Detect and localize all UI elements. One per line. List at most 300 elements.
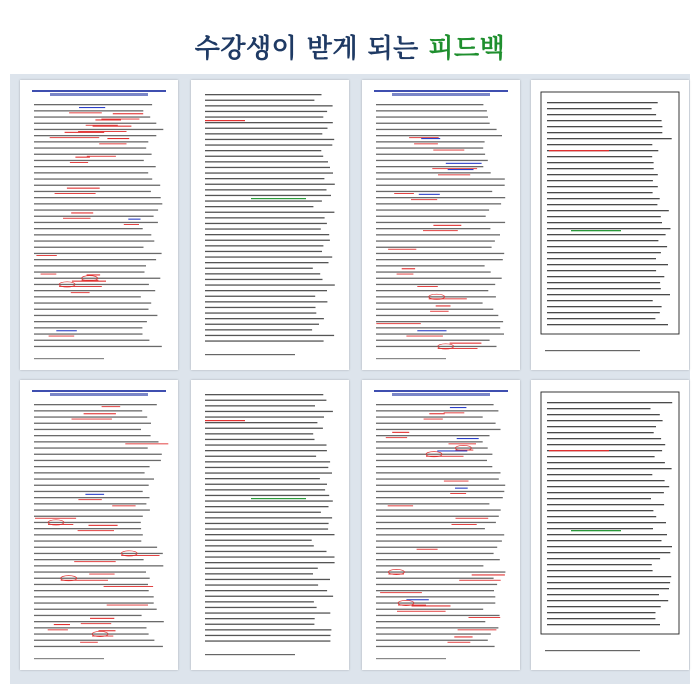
header-text-block: [392, 393, 490, 396]
text-line: [547, 618, 655, 619]
correction-note: [71, 212, 93, 213]
text-line: [205, 590, 327, 591]
text-line: [547, 468, 672, 469]
text-line: [34, 640, 154, 641]
text-line: [205, 167, 330, 168]
text-line: [205, 262, 329, 263]
text-line: [34, 346, 162, 347]
text-line: [34, 340, 149, 341]
text-line: [34, 228, 143, 229]
text-line: [376, 209, 489, 210]
text-line: [547, 228, 671, 229]
correction-note: [436, 305, 451, 306]
text-line: [547, 102, 658, 103]
text-line: [376, 321, 503, 322]
text-line: [205, 116, 323, 117]
text-line: [205, 461, 330, 462]
correction-note: [84, 413, 116, 414]
text-line: [547, 570, 653, 571]
correction-underline: [452, 524, 477, 525]
correction-note: [437, 450, 467, 451]
text-line: [34, 435, 151, 436]
text-line: [205, 523, 329, 524]
text-line: [34, 447, 148, 448]
highlight-text: [571, 230, 621, 231]
text-line: [205, 189, 327, 190]
text-line: [34, 429, 141, 430]
highlight-text: [571, 530, 621, 531]
correction-note: [93, 126, 132, 127]
text-line: [205, 184, 335, 185]
text-line: [34, 135, 156, 136]
header-text-block: [50, 93, 148, 96]
text-line: [205, 545, 314, 546]
correction-note: [65, 132, 105, 133]
correction-underline: [89, 574, 114, 575]
correction-underline: [71, 292, 90, 293]
text-line: [205, 478, 320, 479]
text-line: [547, 288, 661, 289]
text-line: [34, 178, 152, 179]
text-line: [376, 296, 496, 297]
text-line: [547, 420, 663, 421]
page-thumbnail: [191, 380, 349, 670]
text-line: [205, 128, 328, 129]
page-thumbnail: [362, 80, 520, 370]
correction-underline: [376, 323, 421, 324]
text-line: [376, 259, 503, 260]
text-line: [205, 472, 332, 473]
text-line: [34, 509, 150, 510]
correction-note: [450, 407, 467, 408]
document-page-7: [362, 380, 520, 670]
correction-underline: [48, 629, 68, 630]
text-line: [34, 602, 154, 603]
text-line: [376, 491, 504, 492]
text-line: [205, 212, 334, 213]
text-line: [34, 559, 144, 560]
header-rule: [374, 390, 508, 392]
text-line: [376, 584, 497, 585]
text-line: [376, 247, 492, 248]
correction-underline: [430, 311, 449, 312]
text-line: [547, 162, 654, 163]
text-line: [376, 135, 502, 136]
text-line: [547, 588, 669, 589]
correction-underline: [87, 156, 116, 157]
correction-underline: [444, 412, 465, 413]
text-line: [547, 210, 669, 211]
text-line: [205, 318, 324, 319]
text-line: [547, 600, 668, 601]
text-line: [205, 495, 329, 496]
correction-underline: [107, 605, 148, 606]
text-line: [376, 178, 505, 179]
text-line: [547, 312, 660, 313]
text-line: [34, 160, 144, 161]
text-line: [376, 333, 504, 334]
text-line: [376, 410, 498, 411]
text-line: [205, 456, 316, 457]
text-line: [205, 629, 331, 630]
text-line: [205, 579, 330, 580]
document-page-6: [191, 380, 349, 670]
text-line: [547, 456, 655, 457]
text-line: [34, 590, 149, 591]
text-line: [376, 116, 488, 117]
correction-note: [79, 107, 105, 108]
text-line: [547, 186, 658, 187]
text-line: [376, 203, 501, 204]
text-line: [205, 150, 321, 151]
correction-underline: [78, 499, 101, 500]
text-line: [547, 234, 666, 235]
text-line: [34, 516, 143, 517]
text-line: [205, 301, 327, 302]
text-line: [547, 138, 672, 139]
text-line: [205, 517, 332, 518]
text-line: [34, 302, 151, 303]
text-line: [547, 426, 656, 427]
text-line: [205, 156, 323, 157]
correction-underline: [99, 143, 126, 144]
footer-line: [34, 358, 104, 359]
page-thumbnail: [191, 80, 349, 370]
text-line: [376, 472, 501, 473]
correction-underline: [417, 549, 438, 550]
text-line: [547, 414, 660, 415]
text-line: [205, 607, 317, 608]
text-line: [547, 528, 653, 529]
text-line: [205, 618, 315, 619]
document-page-2: [191, 80, 349, 370]
text-line: [547, 432, 654, 433]
text-line: [205, 500, 333, 501]
text-line: [34, 646, 163, 647]
text-line: [376, 315, 498, 316]
text-line: [34, 209, 158, 210]
correction-underline: [124, 224, 139, 225]
correction-note: [90, 618, 114, 619]
correction-underline: [70, 162, 88, 163]
text-line: [34, 154, 152, 155]
text-line: [547, 582, 670, 583]
correction-note: [67, 188, 100, 189]
text-line: [205, 562, 335, 563]
text-line: [205, 105, 333, 106]
text-line: [34, 265, 146, 266]
text-line: [205, 122, 333, 123]
correction-underline: [417, 286, 438, 287]
text-line: [205, 489, 325, 490]
text-line: [34, 571, 146, 572]
highlight-text: [549, 150, 609, 151]
text-line: [547, 552, 670, 553]
text-line: [34, 553, 163, 554]
text-line: [34, 315, 157, 316]
text-line: [205, 450, 327, 451]
text-line: [376, 284, 495, 285]
answer-box: [541, 392, 679, 634]
correction-note: [417, 330, 446, 331]
page-thumbnail: [20, 380, 178, 670]
text-line: [376, 191, 492, 192]
text-line: [34, 423, 151, 424]
correction-note: [85, 494, 104, 495]
text-line: [376, 633, 491, 634]
correction-underline: [448, 642, 471, 643]
text-line: [205, 195, 331, 196]
correction-note: [429, 413, 444, 414]
correction-note: [72, 281, 106, 282]
correction-underline: [63, 218, 91, 219]
correction-underline: [49, 336, 75, 337]
text-line: [34, 627, 147, 628]
correction-note: [446, 163, 482, 164]
correction-underline: [74, 561, 116, 562]
header-rule: [32, 390, 166, 392]
text-line: [205, 245, 323, 246]
text-line: [34, 416, 147, 417]
header-text-block: [50, 393, 148, 396]
text-line: [376, 627, 498, 628]
text-line: [376, 441, 483, 442]
text-line: [205, 296, 315, 297]
correction-underline: [101, 119, 139, 120]
correction-note: [457, 438, 479, 439]
text-line: [34, 110, 143, 111]
text-line: [34, 247, 144, 248]
text-line: [34, 129, 163, 130]
text-line: [376, 578, 494, 579]
text-line: [547, 108, 652, 109]
highlight-text: [205, 120, 245, 121]
text-line: [34, 633, 149, 634]
text-line: [34, 271, 145, 272]
text-line: [376, 466, 492, 467]
correction-note: [107, 138, 129, 139]
header-rule: [32, 90, 166, 92]
footer-line: [545, 650, 640, 651]
text-line: [376, 596, 495, 597]
page-thumbnail: [362, 380, 520, 670]
text-line: [547, 120, 662, 121]
text-line: [376, 503, 489, 504]
text-line: [376, 290, 488, 291]
correction-underline: [386, 437, 407, 438]
text-line: [205, 178, 324, 179]
correction-underline: [125, 443, 168, 444]
text-line: [547, 516, 656, 517]
text-line: [376, 154, 485, 155]
text-line: [547, 576, 671, 577]
text-line: [376, 516, 499, 517]
page-thumbnail: [20, 80, 178, 370]
footer-line: [545, 350, 640, 351]
text-line: [376, 497, 503, 498]
correction-underline: [423, 230, 458, 231]
text-line: [376, 166, 483, 167]
correction-underline: [424, 419, 443, 420]
text-line: [547, 480, 665, 481]
highlight-text: [549, 450, 609, 451]
text-line: [34, 333, 143, 334]
text-line: [34, 454, 162, 455]
text-line: [376, 429, 501, 430]
text-line: [34, 147, 146, 148]
text-line: [34, 290, 155, 291]
text-line: [205, 329, 312, 330]
correction-underline: [456, 518, 489, 519]
text-line: [205, 161, 328, 162]
correction-note: [448, 169, 474, 170]
text-line: [205, 312, 316, 313]
text-line: [205, 139, 334, 140]
highlight-text: [205, 420, 245, 421]
text-line: [205, 596, 333, 597]
text-line: [205, 133, 322, 134]
text-line: [34, 309, 149, 310]
text-line: [205, 256, 332, 257]
text-line: [376, 435, 490, 436]
text-line: [376, 454, 492, 455]
correction-underline: [444, 481, 469, 482]
text-line: [205, 534, 335, 535]
text-line: [547, 594, 659, 595]
text-line: [376, 197, 505, 198]
text-line: [547, 612, 656, 613]
footer-line: [205, 654, 295, 655]
text-line: [205, 340, 324, 341]
correction-note: [89, 525, 118, 526]
footer-line: [205, 354, 295, 355]
correction-underline: [450, 493, 466, 494]
text-line: [547, 306, 662, 307]
text-line: [547, 504, 664, 505]
correction-underline: [80, 642, 98, 643]
correction-underline: [469, 617, 501, 618]
text-line: [34, 185, 160, 186]
text-line: [376, 460, 487, 461]
text-line: [205, 206, 313, 207]
correction-underline: [380, 592, 422, 593]
text-line: [547, 270, 656, 271]
text-line: [205, 400, 326, 401]
text-line: [376, 172, 491, 173]
text-line: [205, 484, 327, 485]
text-line: [205, 635, 331, 636]
correction-underline: [69, 112, 102, 113]
correction-underline: [449, 443, 477, 444]
text-line: [547, 246, 667, 247]
text-line: [34, 596, 154, 597]
text-line: [376, 253, 504, 254]
correction-note: [113, 113, 143, 114]
text-line: [34, 491, 143, 492]
correction-underline: [112, 505, 135, 506]
text-line: [205, 228, 321, 229]
text-line: [34, 578, 150, 579]
text-line: [376, 222, 505, 223]
text-line: [205, 394, 323, 395]
text-line: [205, 573, 313, 574]
text-line: [34, 478, 154, 479]
text-line: [205, 307, 316, 308]
text-line: [547, 198, 660, 199]
text-line: [547, 126, 662, 127]
correction-note: [412, 605, 451, 606]
text-line: [34, 503, 146, 504]
text-line: [547, 258, 656, 259]
text-line: [547, 222, 662, 223]
text-line: [376, 528, 485, 529]
text-line: [547, 462, 665, 463]
text-line: [376, 485, 505, 486]
correction-note: [472, 574, 505, 575]
page-thumbnail: [531, 380, 689, 670]
text-line: [205, 540, 312, 541]
text-line: [34, 240, 154, 241]
title-accent: 피드백: [428, 34, 506, 64]
correction-note: [54, 624, 70, 625]
page-title: [0, 28, 700, 65]
text-line: [376, 615, 500, 616]
text-line: [34, 528, 141, 529]
text-line: [205, 240, 330, 241]
text-line: [205, 268, 313, 269]
text-line: [376, 590, 494, 591]
text-line: [205, 556, 335, 557]
text-line: [34, 522, 141, 523]
feedback-sample-grid: [10, 74, 690, 684]
correction-underline: [388, 505, 413, 506]
document-page-3: [362, 80, 520, 370]
text-line: [547, 624, 660, 625]
text-line: [34, 547, 157, 548]
correction-underline: [414, 143, 438, 144]
correction-underline: [411, 199, 437, 200]
text-line: [376, 271, 491, 272]
text-line: [205, 601, 314, 602]
text-line: [547, 114, 656, 115]
text-line: [205, 405, 315, 406]
text-line: [376, 110, 487, 111]
text-line: [376, 404, 494, 405]
correction-underline: [86, 125, 118, 126]
header-rule: [374, 90, 508, 92]
text-line: [205, 111, 327, 112]
text-line: [376, 309, 493, 310]
text-line: [205, 428, 323, 429]
correction-note: [450, 343, 482, 344]
text-line: [205, 335, 334, 336]
correction-underline: [72, 419, 112, 420]
correction-underline: [36, 255, 56, 256]
text-line: [34, 284, 149, 285]
text-line: [547, 156, 652, 157]
text-line: [376, 160, 488, 161]
text-line: [547, 318, 655, 319]
text-line: [547, 486, 669, 487]
text-line: [547, 144, 652, 145]
correction-underline: [78, 131, 126, 132]
text-line: [547, 168, 654, 169]
text-line: [205, 411, 333, 412]
correction-underline: [397, 274, 414, 275]
text-line: [34, 497, 150, 498]
footer-line: [376, 658, 446, 659]
text-line: [376, 534, 504, 535]
